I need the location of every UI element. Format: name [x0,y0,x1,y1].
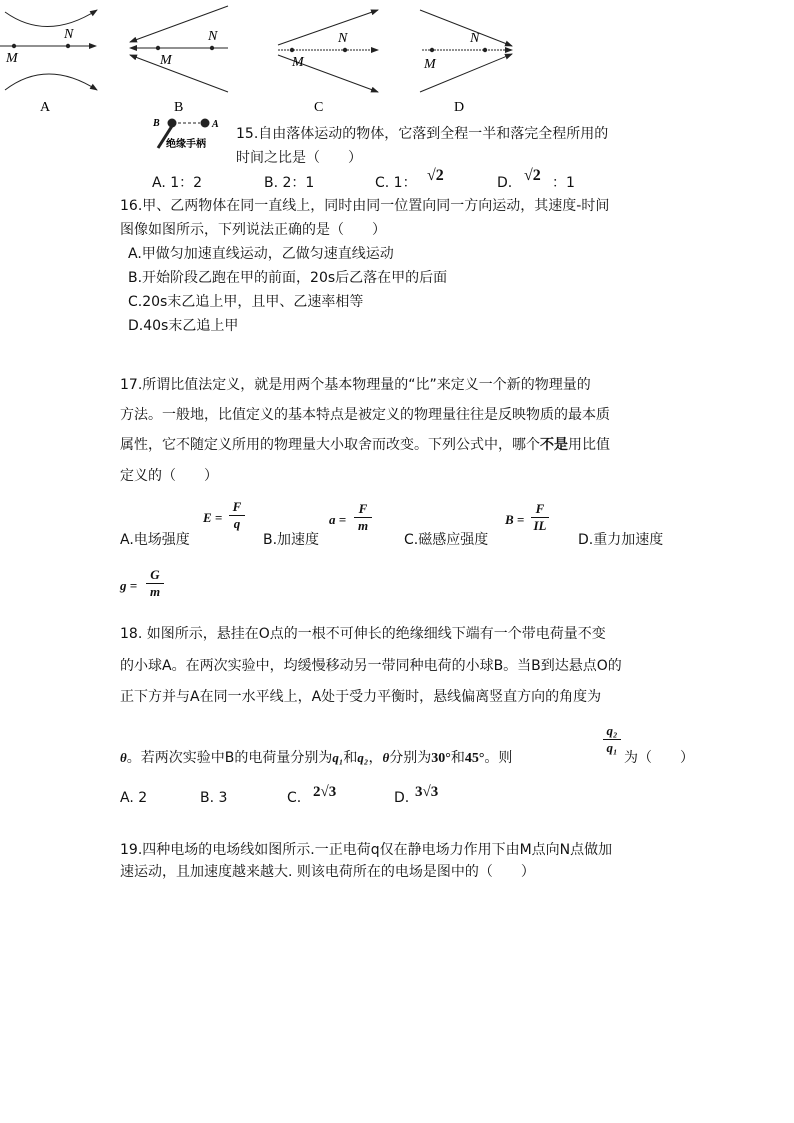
q18-line4-and2: 和 [450,750,465,766]
q19-line1: 19.四种电场的电场线如图所示.一正电荷q仅在静电场力作用下由M点向N点做加 [120,842,613,858]
q17-option-b: B.加速度 [263,532,320,548]
q18-option-a: A. 2 [120,790,148,806]
q15-option-a: A. 1：2 [152,175,203,191]
diagram-label-c: C [314,100,324,115]
q18-line4 [120,747,512,767]
q17-formula-e-den: q [233,516,241,531]
q18-line2: 的小球A。在两次实验中，均缓慢移动另一带同种电荷的小球B。当B到达悬点O的 [120,658,622,674]
diagram-label-a: A [40,100,51,115]
q19-line2: 速运动，且加速度越来越大. 则该电荷所在的电场是图中的（ ） [120,864,535,880]
q18-q1: q₁ [332,750,344,765]
fig-label-a: A [212,119,219,130]
q17-formula-e-num: F [232,499,242,514]
q18-line3: 正下方并与A在同一水平线上，A处于受力平衡时，悬线偏离竖直方向的角度为 [120,689,602,705]
q18-option-d: D. [394,790,410,806]
q15-option-c-sqrt: √2 [427,167,444,184]
q18-line4-comma: ， [368,750,383,766]
q18-option-b: B. 3 [200,790,228,806]
field-lines-figure [0,0,540,120]
label-n-b: N [208,29,218,44]
q17-formula-g-num: G [150,567,160,582]
q15-option-d: D. [497,175,513,191]
q15-option-b: B. 2：1 [264,175,315,191]
q17-line3-tail: 用比值 [568,437,610,453]
q18-deg45: 45° [464,751,485,766]
q17-formula-g-lhs: g = [120,578,138,593]
diagram-a [0,10,97,115]
q18-line4-b: 分别为 [389,750,432,766]
q18-line4-tail: 为（ ） [624,750,694,766]
label-m-c: M [292,55,304,70]
q18-option-c: C. [287,790,302,806]
insulated-handle-figure [152,114,232,154]
q18-line4-and1: 和 [343,750,358,766]
q17-option-a: A.电场强度 [120,532,190,548]
q15-option-d-sqrt: √2 [524,167,541,184]
q16-option-b: B.开始阶段乙跑在甲的前面，20s后乙落在甲的后面 [128,270,448,286]
diagram-b [130,6,228,115]
diagram-label-d: D [454,100,465,115]
label-m-a: M [6,51,18,66]
q17-line3-text: 属性，它不随定义所用的物理量大小取舍而改变。下列公式中，哪个 [120,437,540,453]
diagram-d [420,10,512,115]
q18-deg30: 30° [431,751,451,766]
diagram-c [278,10,378,115]
q17-formula-a-den: m [357,518,369,533]
q15-option-d-tail: ：1 [552,175,575,191]
q17-formula-g-den: m [149,584,161,599]
label-n-a: N [64,27,74,42]
q18-ratio-num: q₂ [606,723,618,738]
q18-ratio-den: q₁ [606,740,618,755]
diagram-label-b: B [174,100,184,115]
q18-option-d-val: 3√3 [415,784,439,800]
q17-option-c: C.磁感应强度 [404,532,489,548]
q18-ratio-frac [603,724,621,755]
q16-line2: 图像如图所示，下列说法正确的是（ ） [120,222,386,238]
label-n-d: N [470,31,480,46]
q17-formula-b-lhs: B = [505,512,525,527]
q17-formula-b-frac [531,502,549,533]
fig-label-b: B [153,118,160,129]
q17-formula-b-den: IL [533,518,547,533]
q17-bold-word: 不是 [540,437,568,453]
q17-line2: 方法。一般地，比值定义的基本特点是被定义的物理量往往是反映物质的最本质 [120,407,610,423]
q17-line1: 17.所谓比值法定义，就是用两个基本物理量的“比”来定义一个新的物理量的 [120,377,591,393]
q18-line1: 18. 如图所示，悬挂在O点的一根不可伸长的绝缘细线下端有一个带电荷量不变 [120,626,606,642]
q17-formula-a-num: F [358,501,368,516]
q15-option-c: C. 1： [375,175,417,191]
q16-line1: 16.甲、乙两物体在同一直线上，同时由同一位置向同一方向运动，其速度-时间 [120,198,610,214]
q18-line4-a: 。若两次实验中B的电荷量分别为 [126,750,333,766]
q15-line2: 时间之比是（ ） [236,150,362,166]
q17-line3 [120,434,610,454]
q18-q2: q₂ [357,750,369,765]
q18-theta-2: θ [382,750,390,765]
q18-option-c-val: 2√3 [313,784,337,800]
q17-formula-b-num: F [535,501,545,516]
q17-option-d: D.重力加速度 [578,532,664,548]
q16-option-a: A.甲做匀加速直线运动，乙做匀速直线运动 [128,246,394,262]
q15-line1: 15.自由落体运动的物体，它落到全程一半和落完全程所用的 [236,126,609,142]
q16-option-d: D.40s末乙追上甲 [128,318,239,334]
q17-formula-e-frac [229,500,245,531]
q17-formula-g-frac [146,568,164,599]
q17-formula-e-lhs: E = [203,510,223,525]
label-m-d: M [424,57,436,72]
q16-option-c: C.20s末乙追上甲，且甲、乙速率相等 [128,294,364,310]
q17-line4: 定义的（ ） [120,468,218,484]
q18-theta-1: θ [120,750,127,765]
q17-formula-a-frac [354,502,372,533]
fig-caption: 绝缘手柄 [166,139,206,150]
label-m-b: M [160,53,172,68]
q17-formula-a-lhs: a = [329,512,347,527]
label-n-c: N [338,31,348,46]
q18-line4-c: 。则 [484,750,513,766]
